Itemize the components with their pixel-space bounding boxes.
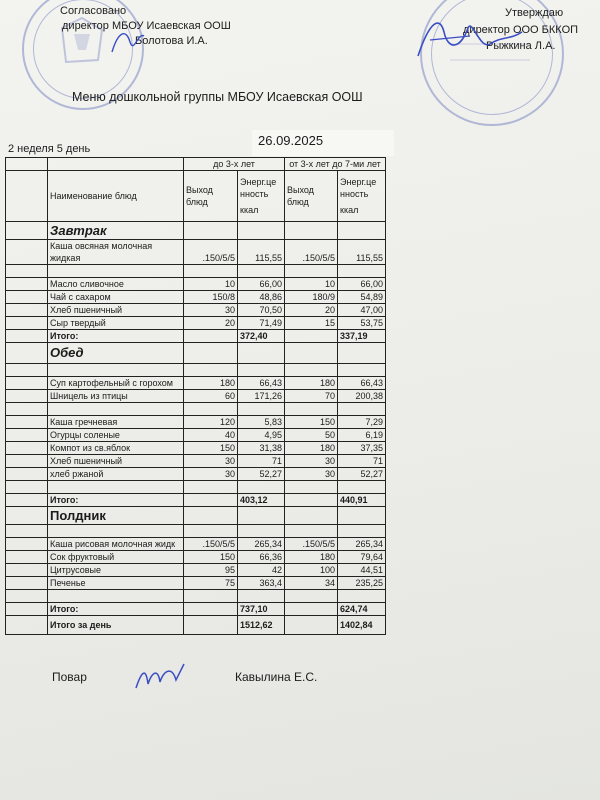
header-row <box>6 171 386 222</box>
table-row <box>6 468 386 481</box>
approval-right-3: Рыжкина Л.А. <box>486 40 556 52</box>
table-row <box>6 377 386 390</box>
section-row <box>6 343 386 364</box>
table-row <box>6 317 386 330</box>
table-row <box>6 278 386 291</box>
table-row <box>6 158 386 171</box>
table-row <box>6 481 386 494</box>
table-row <box>6 364 386 377</box>
energy-2: 235,25 <box>338 577 386 590</box>
section-snack: Полдник <box>48 507 184 525</box>
header-yield-2: Выход блюд <box>285 171 338 222</box>
menu-table <box>5 157 386 635</box>
total-1: 372,40 <box>238 330 285 343</box>
yield-2: 100 <box>285 564 338 577</box>
energy-2: 37,35 <box>338 442 386 455</box>
total-2: 337,19 <box>338 330 386 343</box>
dish-name: Сыр твердый <box>48 317 184 330</box>
energy-1: 66,36 <box>238 551 285 564</box>
total-row <box>6 494 386 507</box>
energy-1: 4,95 <box>238 429 285 442</box>
total-2: 624,74 <box>338 603 386 616</box>
table-row <box>6 265 386 278</box>
yield-1: 30 <box>184 304 238 317</box>
energy-1: 265,34 <box>238 538 285 551</box>
total-label: Итого: <box>48 494 184 507</box>
energy-2: 54,89 <box>338 291 386 304</box>
yield-1: 40 <box>184 429 238 442</box>
director-signature <box>410 10 530 70</box>
cook-signature <box>132 658 192 698</box>
yield-1: .150/5/5 <box>184 538 238 551</box>
energy-1: 171,26 <box>238 390 285 403</box>
table-row <box>6 590 386 603</box>
table-row <box>6 304 386 317</box>
total-row <box>6 330 386 343</box>
table-row <box>6 455 386 468</box>
total-label: Итого: <box>48 603 184 616</box>
header-energy-2 <box>338 171 386 222</box>
header-energy-1-unit: ккал <box>240 205 259 215</box>
header-yield-1: Выход блюд <box>184 171 238 222</box>
energy-1: 5,83 <box>238 416 285 429</box>
header-energy-1-label: Энерг.це нность <box>240 177 277 199</box>
table-row <box>6 577 386 590</box>
yield-1: 150 <box>184 442 238 455</box>
approval-right-2: директор ООО БККОП <box>463 24 579 36</box>
approval-left-3: Болотова И.А. <box>135 35 208 47</box>
table-row <box>6 390 386 403</box>
section-row <box>6 507 386 525</box>
group-under-3: до 3-х лет <box>184 158 285 171</box>
section-lunch: Обед <box>48 343 184 364</box>
header-dish: Наименование блюд <box>48 171 184 222</box>
dish-name: Компот из св.яблок <box>48 442 184 455</box>
cook-label: Повар <box>52 670 87 684</box>
yield-2: 30 <box>285 468 338 481</box>
yield-2: 50 <box>285 429 338 442</box>
energy-2: 6,19 <box>338 429 386 442</box>
yield-2: 150 <box>285 416 338 429</box>
dish-name-line: Каша овсяная молочная <box>50 241 153 251</box>
header-energy-2-label: Энерг.це нность <box>340 177 377 199</box>
yield-1: 75 <box>184 577 238 590</box>
yield-2: 20 <box>285 304 338 317</box>
yield-1: 20 <box>184 317 238 330</box>
energy-2: 66,43 <box>338 377 386 390</box>
yield-1: 10 <box>184 278 238 291</box>
yield-1: 95 <box>184 564 238 577</box>
yield-1: .150/5/5 <box>184 240 238 265</box>
yield-2: 180 <box>285 377 338 390</box>
table-row <box>6 291 386 304</box>
dish-name: Масло сливочное <box>48 278 184 291</box>
day-total-1: 1512,62 <box>238 616 285 635</box>
dish-name: Цитрусовые <box>48 564 184 577</box>
yield-1: 150/8 <box>184 291 238 304</box>
dish-name <box>48 240 184 265</box>
total-row <box>6 603 386 616</box>
energy-2: 52,27 <box>338 468 386 481</box>
energy-1: 52,27 <box>238 468 285 481</box>
dish-name: Суп картофельный с горохом <box>48 377 184 390</box>
dish-name: Хлеб пшеничный <box>48 304 184 317</box>
energy-2: 53,75 <box>338 317 386 330</box>
energy-2: 66,00 <box>338 278 386 291</box>
dish-name: Печенье <box>48 577 184 590</box>
yield-2: 15 <box>285 317 338 330</box>
energy-2: 200,38 <box>338 390 386 403</box>
yield-2: 10 <box>285 278 338 291</box>
cook-name: Кавылина Е.С. <box>235 670 318 684</box>
yield-2: 34 <box>285 577 338 590</box>
energy-1: 66,43 <box>238 377 285 390</box>
table-row <box>6 525 386 538</box>
table-row <box>6 416 386 429</box>
table-row <box>6 429 386 442</box>
energy-2: 44,51 <box>338 564 386 577</box>
approval-right-1: Утверждаю <box>505 7 564 19</box>
dish-name-line: жидкая <box>50 253 81 263</box>
dish-name: Каша рисовая молочная жидк <box>48 538 184 551</box>
total-label: Итого: <box>48 330 184 343</box>
table-row <box>6 403 386 416</box>
yield-2: .150/5/5 <box>285 240 338 265</box>
left-signature <box>108 22 148 62</box>
energy-1: 115,55 <box>238 240 285 265</box>
yield-2: 180 <box>285 442 338 455</box>
day-total-row <box>6 616 386 635</box>
energy-1: 70,50 <box>238 304 285 317</box>
energy-1: 42 <box>238 564 285 577</box>
yield-2: 70 <box>285 390 338 403</box>
dish-name: хлеб ржаной <box>48 468 184 481</box>
table-row <box>6 538 386 551</box>
energy-1: 363,4 <box>238 577 285 590</box>
yield-2: 180/9 <box>285 291 338 304</box>
approval-left-2: директор МБОУ Исаевская ООШ <box>62 20 231 32</box>
dish-name: Чай с сахаром <box>48 291 184 304</box>
energy-1: 66,00 <box>238 278 285 291</box>
yield-1: 30 <box>184 468 238 481</box>
table-row <box>6 551 386 564</box>
energy-1: 31,38 <box>238 442 285 455</box>
dish-name: Шницель из птицы <box>48 390 184 403</box>
menu-date: 26.09.2025 <box>258 133 324 148</box>
energy-1: 48,86 <box>238 291 285 304</box>
energy-1: 71,49 <box>238 317 285 330</box>
week-day: 2 неделя 5 день <box>8 143 91 155</box>
menu-title: Меню дошкольной группы МБОУ Исаевская ООШ <box>72 90 363 104</box>
dish-name: Сок фруктовый <box>48 551 184 564</box>
table-row <box>6 442 386 455</box>
yield-2: 180 <box>285 551 338 564</box>
day-total-2: 1402,84 <box>338 616 386 635</box>
day-total-label: Итого за день <box>48 616 184 635</box>
header-energy-2-unit: ккал <box>340 205 359 215</box>
energy-2: 115,55 <box>338 240 386 265</box>
section-breakfast: Завтрак <box>48 222 184 240</box>
approval-left-1: Согласовано <box>60 5 127 17</box>
table-row <box>6 564 386 577</box>
table-row <box>6 240 386 265</box>
energy-2: 79,64 <box>338 551 386 564</box>
yield-2: .150/5/5 <box>285 538 338 551</box>
yield-1: 120 <box>184 416 238 429</box>
section-row <box>6 222 386 240</box>
energy-2: 71 <box>338 455 386 468</box>
energy-1: 71 <box>238 455 285 468</box>
yield-1: 60 <box>184 390 238 403</box>
yield-1: 30 <box>184 455 238 468</box>
energy-2: 265,34 <box>338 538 386 551</box>
group-3-to-7: от 3-х лет до 7-ми лет <box>285 158 386 171</box>
energy-2: 7,29 <box>338 416 386 429</box>
yield-1: 150 <box>184 551 238 564</box>
total-1: 737,10 <box>238 603 285 616</box>
dish-name: Каша гречневая <box>48 416 184 429</box>
energy-2: 47,00 <box>338 304 386 317</box>
dish-name: Хлеб пшеничный <box>48 455 184 468</box>
dish-name: Огурцы соленые <box>48 429 184 442</box>
header-energy-1 <box>238 171 285 222</box>
yield-1: 180 <box>184 377 238 390</box>
total-1: 403,12 <box>238 494 285 507</box>
total-2: 440,91 <box>338 494 386 507</box>
yield-2: 30 <box>285 455 338 468</box>
